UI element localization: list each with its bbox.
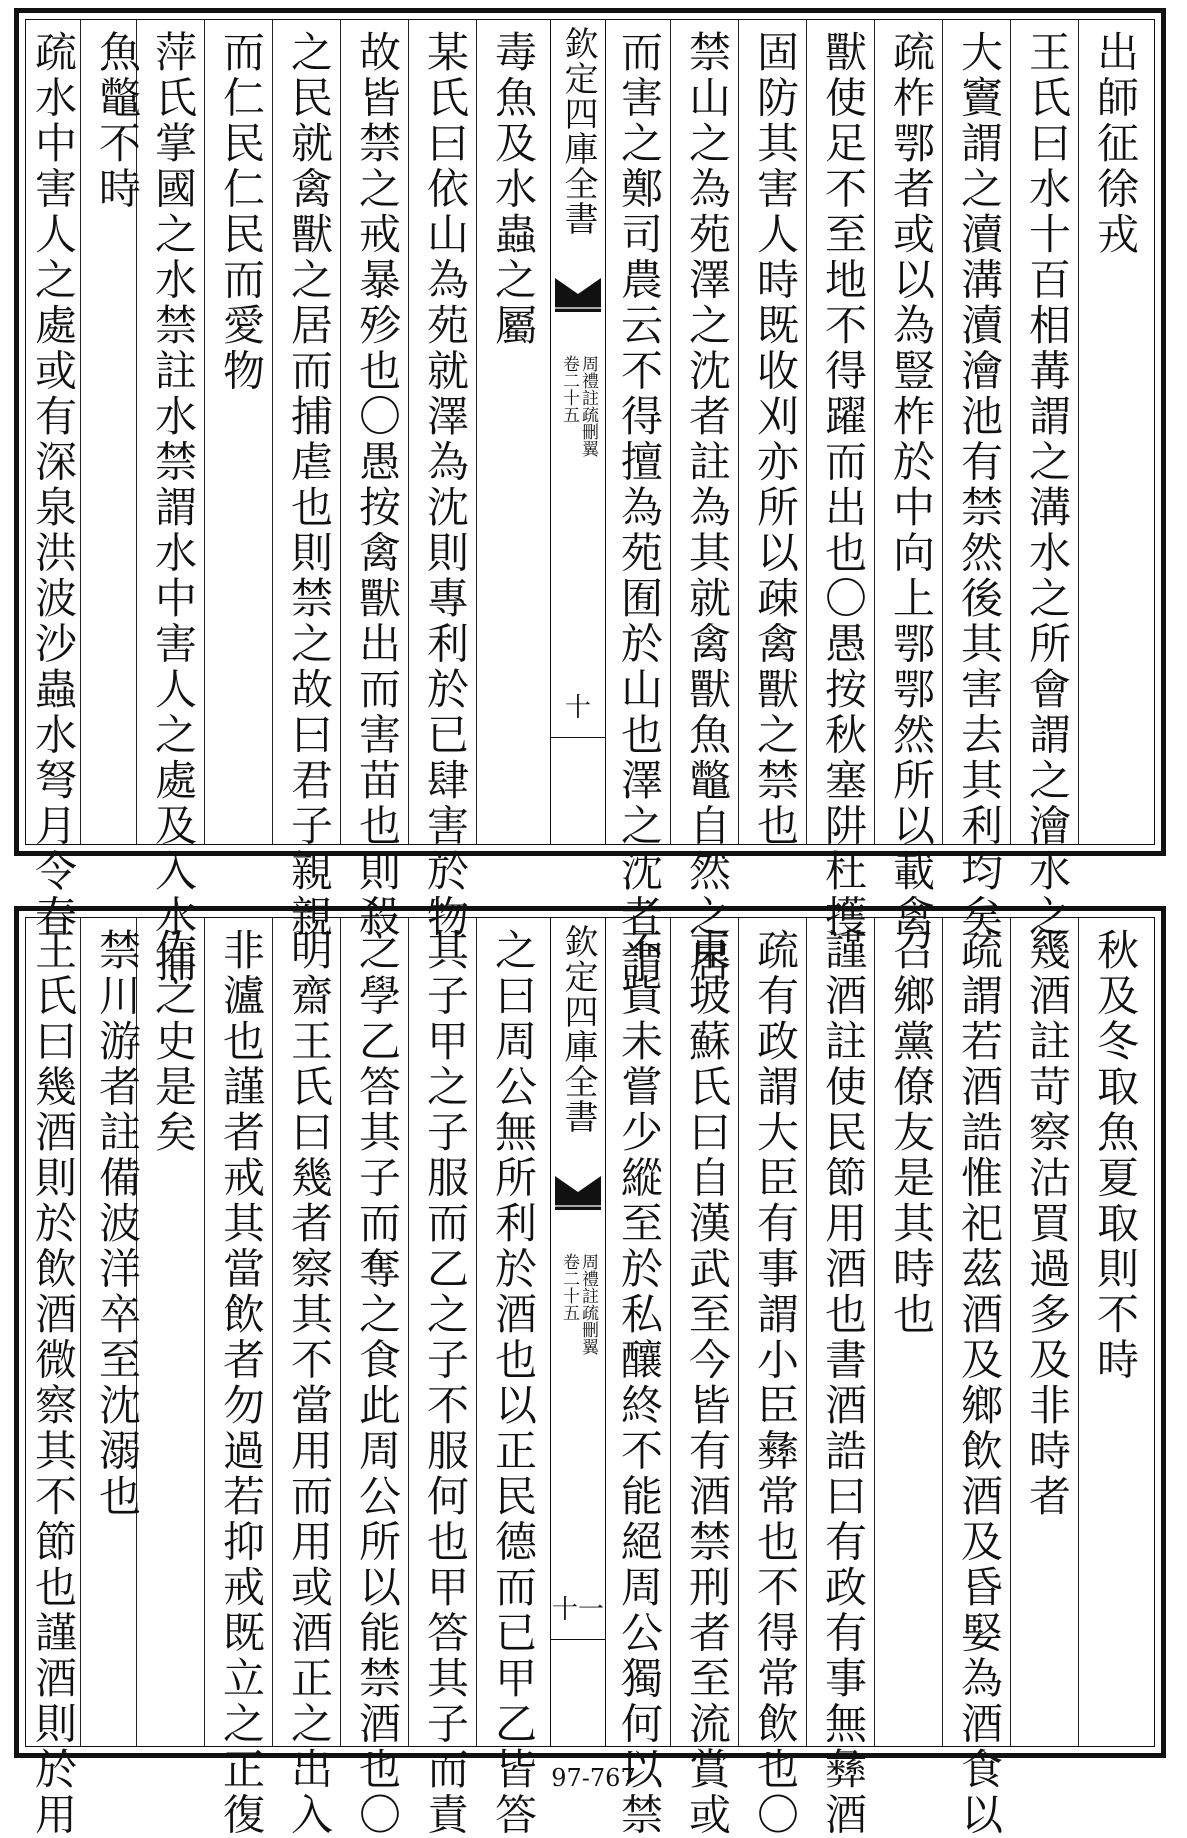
page-rule	[551, 1639, 605, 1640]
text-column: 大竇謂之瀆溝瀆澮池有禁然後其害去其利均矣	[955, 30, 1004, 940]
column-rule	[204, 918, 205, 1746]
column-rule	[340, 20, 341, 844]
fishtail-mark-icon	[555, 278, 601, 312]
text-column: 幾酒註苛察沽買過多及非時者	[1023, 928, 1072, 1520]
text-column: 獸使足不至地不得躍而出也〇愚按秋塞阱杜擭	[819, 30, 868, 940]
text-column: 故皆禁之戒暴殄也〇愚按禽獸出而害苗也則殺	[353, 30, 402, 940]
leaf-number: 十	[564, 693, 591, 723]
column-rule	[476, 20, 477, 844]
text-column: 疏柞鄂者或以為豎柞於中向上鄂鄂然所以載禽	[887, 30, 936, 940]
column-rule	[408, 20, 409, 844]
text-column: 佐之史是矣	[149, 928, 198, 1156]
text-column: 萍氏掌國之水禁註水禁謂水中害人之處及入水捕	[149, 30, 198, 986]
column-rule	[874, 918, 875, 1746]
text-column: 不貲未嘗少縱至於私釀終不能絕周公獨何以禁	[615, 928, 664, 1838]
text-column: 禁山之為苑澤之沈者註為其就禽獸魚鼈自然之居	[683, 30, 732, 986]
text-column: 明齋王氏曰幾者察其不當用而用或酒正之出入	[285, 928, 334, 1838]
column-rule	[942, 918, 943, 1746]
text-column: 王氏曰水十百相冓謂之溝水之所會謂之澮水之	[1023, 30, 1072, 940]
center-margin-column	[550, 918, 606, 1746]
column-rule	[1078, 20, 1079, 844]
text-column: 而害之鄭司農云不得擅為苑囿於山也澤之沈者謂	[615, 30, 664, 986]
text-column: 王氏曰幾酒則於飲酒微察其不節也謹酒則於用	[29, 928, 78, 1838]
column-rule	[1010, 20, 1011, 844]
column-rule	[272, 20, 273, 844]
column-rule	[408, 918, 409, 1746]
column-rule	[1078, 918, 1079, 1746]
column-rule	[272, 918, 273, 1746]
text-column: 疏謂若酒誥惟祀茲酒及鄉飲酒及昏婜為酒食以	[955, 928, 1004, 1838]
book-title: 周禮註疏刪翼	[578, 355, 598, 457]
leaf-number: 十一	[551, 1595, 604, 1625]
column-rule	[340, 918, 341, 1746]
column-rule	[942, 20, 943, 844]
page-number: 97-767	[551, 1764, 636, 1792]
column-rule	[738, 918, 739, 1746]
text-column: 疏水中害人之處或有深泉洪波沙蟲水弩月令春	[29, 30, 78, 940]
center-margin-column	[550, 20, 606, 844]
volume-label: 卷二十五	[559, 1253, 579, 1321]
column-rule	[874, 20, 875, 844]
text-column: 某氏曰依山為苑就澤為沈則專利於已肆害於物	[421, 30, 470, 940]
text-column: 魚鼈不時	[93, 30, 142, 212]
column-rule	[806, 20, 807, 844]
column-rule	[738, 20, 739, 844]
book-title: 周禮註疏刪翼	[578, 1253, 598, 1355]
text-column: 召鄉黨僚友是其時也	[887, 928, 936, 1338]
text-column: 東坡蘇氏曰自漢武至今皆有酒禁刑者至流賞或	[683, 928, 732, 1838]
column-rule	[204, 20, 205, 844]
text-column: 固防其害人時既收刈亦所以疎禽獸之禁也	[751, 30, 800, 849]
column-rule	[670, 20, 671, 844]
page-rule	[551, 737, 605, 738]
column-rule	[476, 918, 477, 1746]
fishtail-mark-icon	[555, 1176, 601, 1210]
text-column: 毒魚及水蟲之屬	[489, 30, 538, 349]
collection-title: 欽定四庫全書	[558, 924, 598, 1134]
text-column: 之曰周公無所利於酒也以正民德而已甲乙皆答	[489, 928, 538, 1838]
text-column: 而仁民仁民而愛物	[217, 30, 266, 394]
column-rule	[806, 918, 807, 1746]
text-column: 非瀘也謹者戒其當飲者勿過若抑戒既立之正復	[217, 928, 266, 1838]
text-column: 秋及冬取魚夏取則不時	[1091, 928, 1140, 1383]
text-column: 之民就禽獸之居而捕虐也則禁之故曰君子親親	[285, 30, 334, 940]
top-page-frame	[25, 19, 1155, 986]
text-column: 謹酒註使民節用酒也書酒誥曰有政有事無彝酒	[819, 928, 868, 1838]
column-rule	[670, 918, 671, 1746]
column-rule	[1010, 918, 1011, 1746]
collection-title: 欽定四庫全書	[558, 26, 598, 236]
text-column: 疏有政謂大臣有事謂小臣彝常也不得常飲也〇	[751, 928, 800, 1838]
text-column: 出師征徐戎	[1091, 30, 1140, 258]
text-column: 其子甲之子服而乙之子不服何也甲答其子而責	[421, 928, 470, 1838]
text-column: 禁川游者註備波洋卒至沈溺也	[93, 928, 142, 1520]
volume-label: 卷二十五	[559, 355, 579, 423]
top-page-panel	[14, 8, 1166, 986]
text-column: 之學乙答其子而奪之食此周公所以能禁酒也〇	[353, 928, 402, 1838]
